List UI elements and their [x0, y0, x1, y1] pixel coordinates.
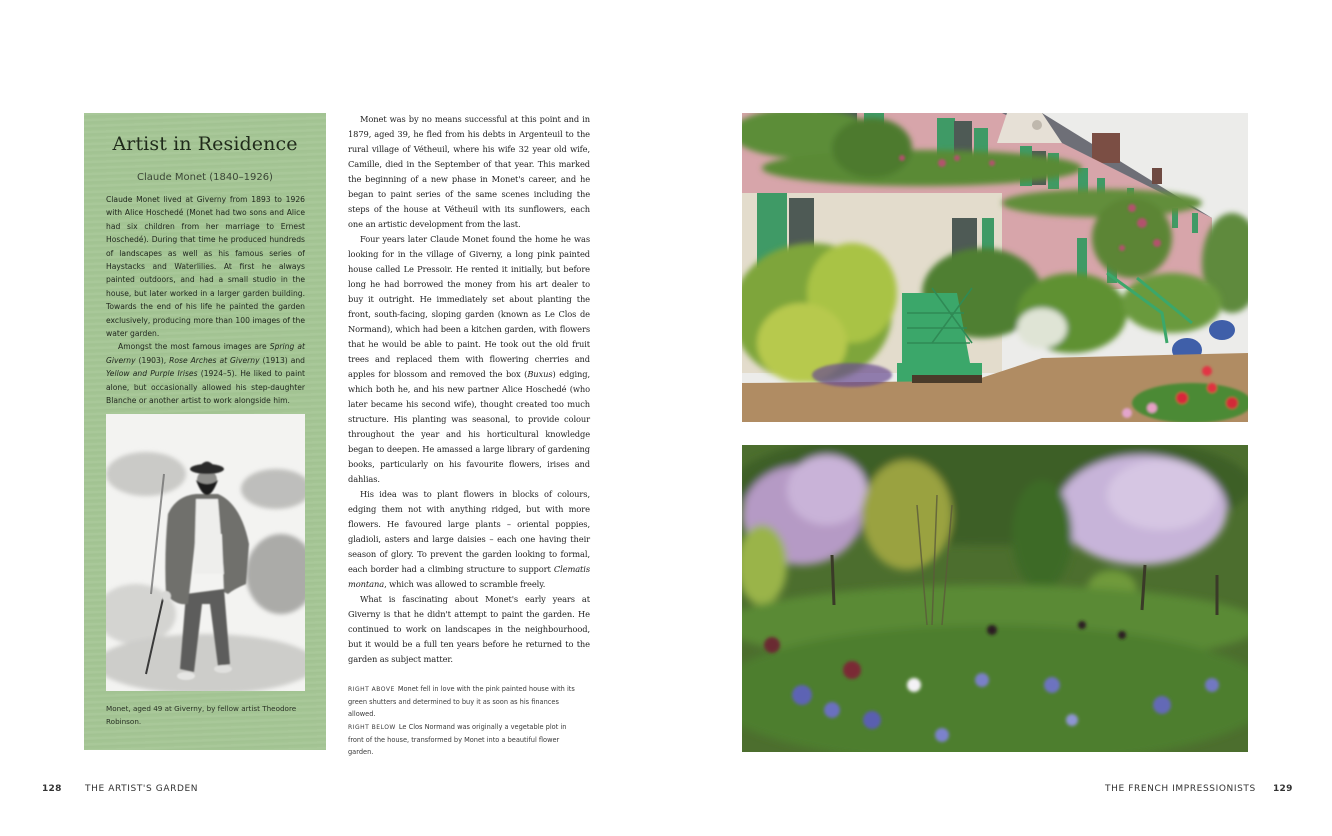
text: ) edging, which both he, and his new partner Alice Hoschedé (who later became his second wife), thought created too much structure. His planting was seasonal, to provide colour throughout the year and his horticultural knowledge began to deepen. He amassed a large library of gardening books, particularly on his favourite flowers, irises and dahlias.: [348, 369, 591, 484]
monet-portrait-photo: [106, 414, 305, 691]
caption-text: Le Clos Normand was originally a vegetable plot in front of the house, transformed by Monet into a beautiful flower garden.: [348, 722, 567, 757]
text: , which was allowed to scramble freely.: [384, 579, 546, 589]
page-number-right: 129: [1273, 784, 1293, 794]
sidebar-title: Artist in Residence: [112, 133, 298, 155]
photo-captions: [348, 683, 578, 758]
caption-label: RIGHT ABOVE: [348, 686, 395, 693]
body-paragraph: Monet was by no means successful at this point and in 1879, aged 39, he fled from his debts in Argenteuil to the rural village of Vétheuil, where his wife 32 year old wife, Camille, died in the September of that year. This marked the beginning of a new phase in Monet's career, and he began to paint series of the same scenes including the steps of the house at Vétheuil with its sunflowers, each one an artistic development from the last.: [348, 114, 590, 229]
caption-text: Monet fell in love with the pink painted house with its green shutters and determined to buy it as soon as his finances allowed.: [348, 685, 575, 719]
text: (1913) and: [259, 355, 305, 365]
page-number-left: 128: [42, 784, 62, 794]
sidebar-body: [106, 193, 305, 408]
body-paragraph: [348, 232, 590, 487]
caption-right-above: [348, 683, 578, 721]
main-text-column: [348, 112, 590, 667]
caption-right-below: [348, 721, 578, 759]
portrait-caption: Monet, aged 49 at Giverny, by fellow artist Theodore Robinson.: [106, 704, 297, 726]
botanical-name: Clematis montana: [348, 564, 590, 589]
sidebar-box: [84, 113, 326, 750]
artwork-title: Yellow and Purple Irises: [106, 369, 198, 379]
running-head-right: THE FRENCH IMPRESSIONISTS: [1105, 784, 1256, 794]
artwork-title: Rose Arches at Giverny: [169, 355, 260, 365]
text: (1924–5). He liked to paint alone, but occasionally allowed his step-daughter Blanche or another artist to work alongside him.: [106, 369, 305, 406]
garden-photo: [742, 445, 1248, 752]
running-head-left: THE ARTIST'S GARDEN: [85, 784, 199, 794]
caption-label: RIGHT BELOW: [348, 723, 396, 731]
garden-photo-image: [742, 445, 1248, 752]
text: Four years later Claude Monet found the home he was looking for in the village of Giverny, a long pink painted house called Le Pressoir. He rented it initially, but before long he had borrowed the money from his art dealer to buy it outright. He immediately set about planting the front, south-facing, sloping garden (known as Le Clos de Normand), which had been a kitchen garden, with flowers that he would be able to paint. He took out the old fruit trees and replaced them with flowering cherries and apples for blossom and removed the box (: [348, 234, 590, 379]
sidebar-paragraph: Claude Monet lived at Giverny from 1893 to 1926 with Alice Hoschedé (Monet had two sons and Alice had six children from her marriage to Ernest Hoschedé). During that time he produced hundreds of landscapes as well as his famous series of Haystacks and Waterlilies. At first he always painted outdoors, and had a small studio in the house, but later worked in a larger garden building. Towards the end of his life he painted the garden exclusively, producing more than 100 images of the water garden.: [106, 195, 305, 339]
sidebar-subtitle: Claude Monet (1840–1926): [137, 172, 273, 183]
monet-portrait-image: [106, 414, 305, 691]
text: Amongst the most famous images are: [118, 342, 270, 352]
house-photo-image: [742, 113, 1248, 422]
body-paragraph: [348, 487, 590, 592]
house-photo: [742, 113, 1248, 422]
body-paragraph: What is fascinating about Monet's early years at Giverny is that he didn't attempt to paint the garden. He continued to work on landscapes in the neighbourhood, but it would be a full ten years before he returned to the garden as subject matter.: [348, 594, 590, 664]
artwork-title: Spring at Giverny: [106, 342, 305, 365]
sidebar-paragraph: [106, 340, 305, 407]
text: (1903),: [135, 355, 170, 365]
text: His idea was to plant flowers in blocks of colours, edging them not with anything ridged, but with more flowers. He favoured large plants – oriental poppies, gladioli, asters and large daisies – each one having their season of glory. To prevent the garden looking to formal, each border had a climbing structure to support: [348, 489, 590, 574]
botanical-name: Buxus: [527, 369, 553, 379]
